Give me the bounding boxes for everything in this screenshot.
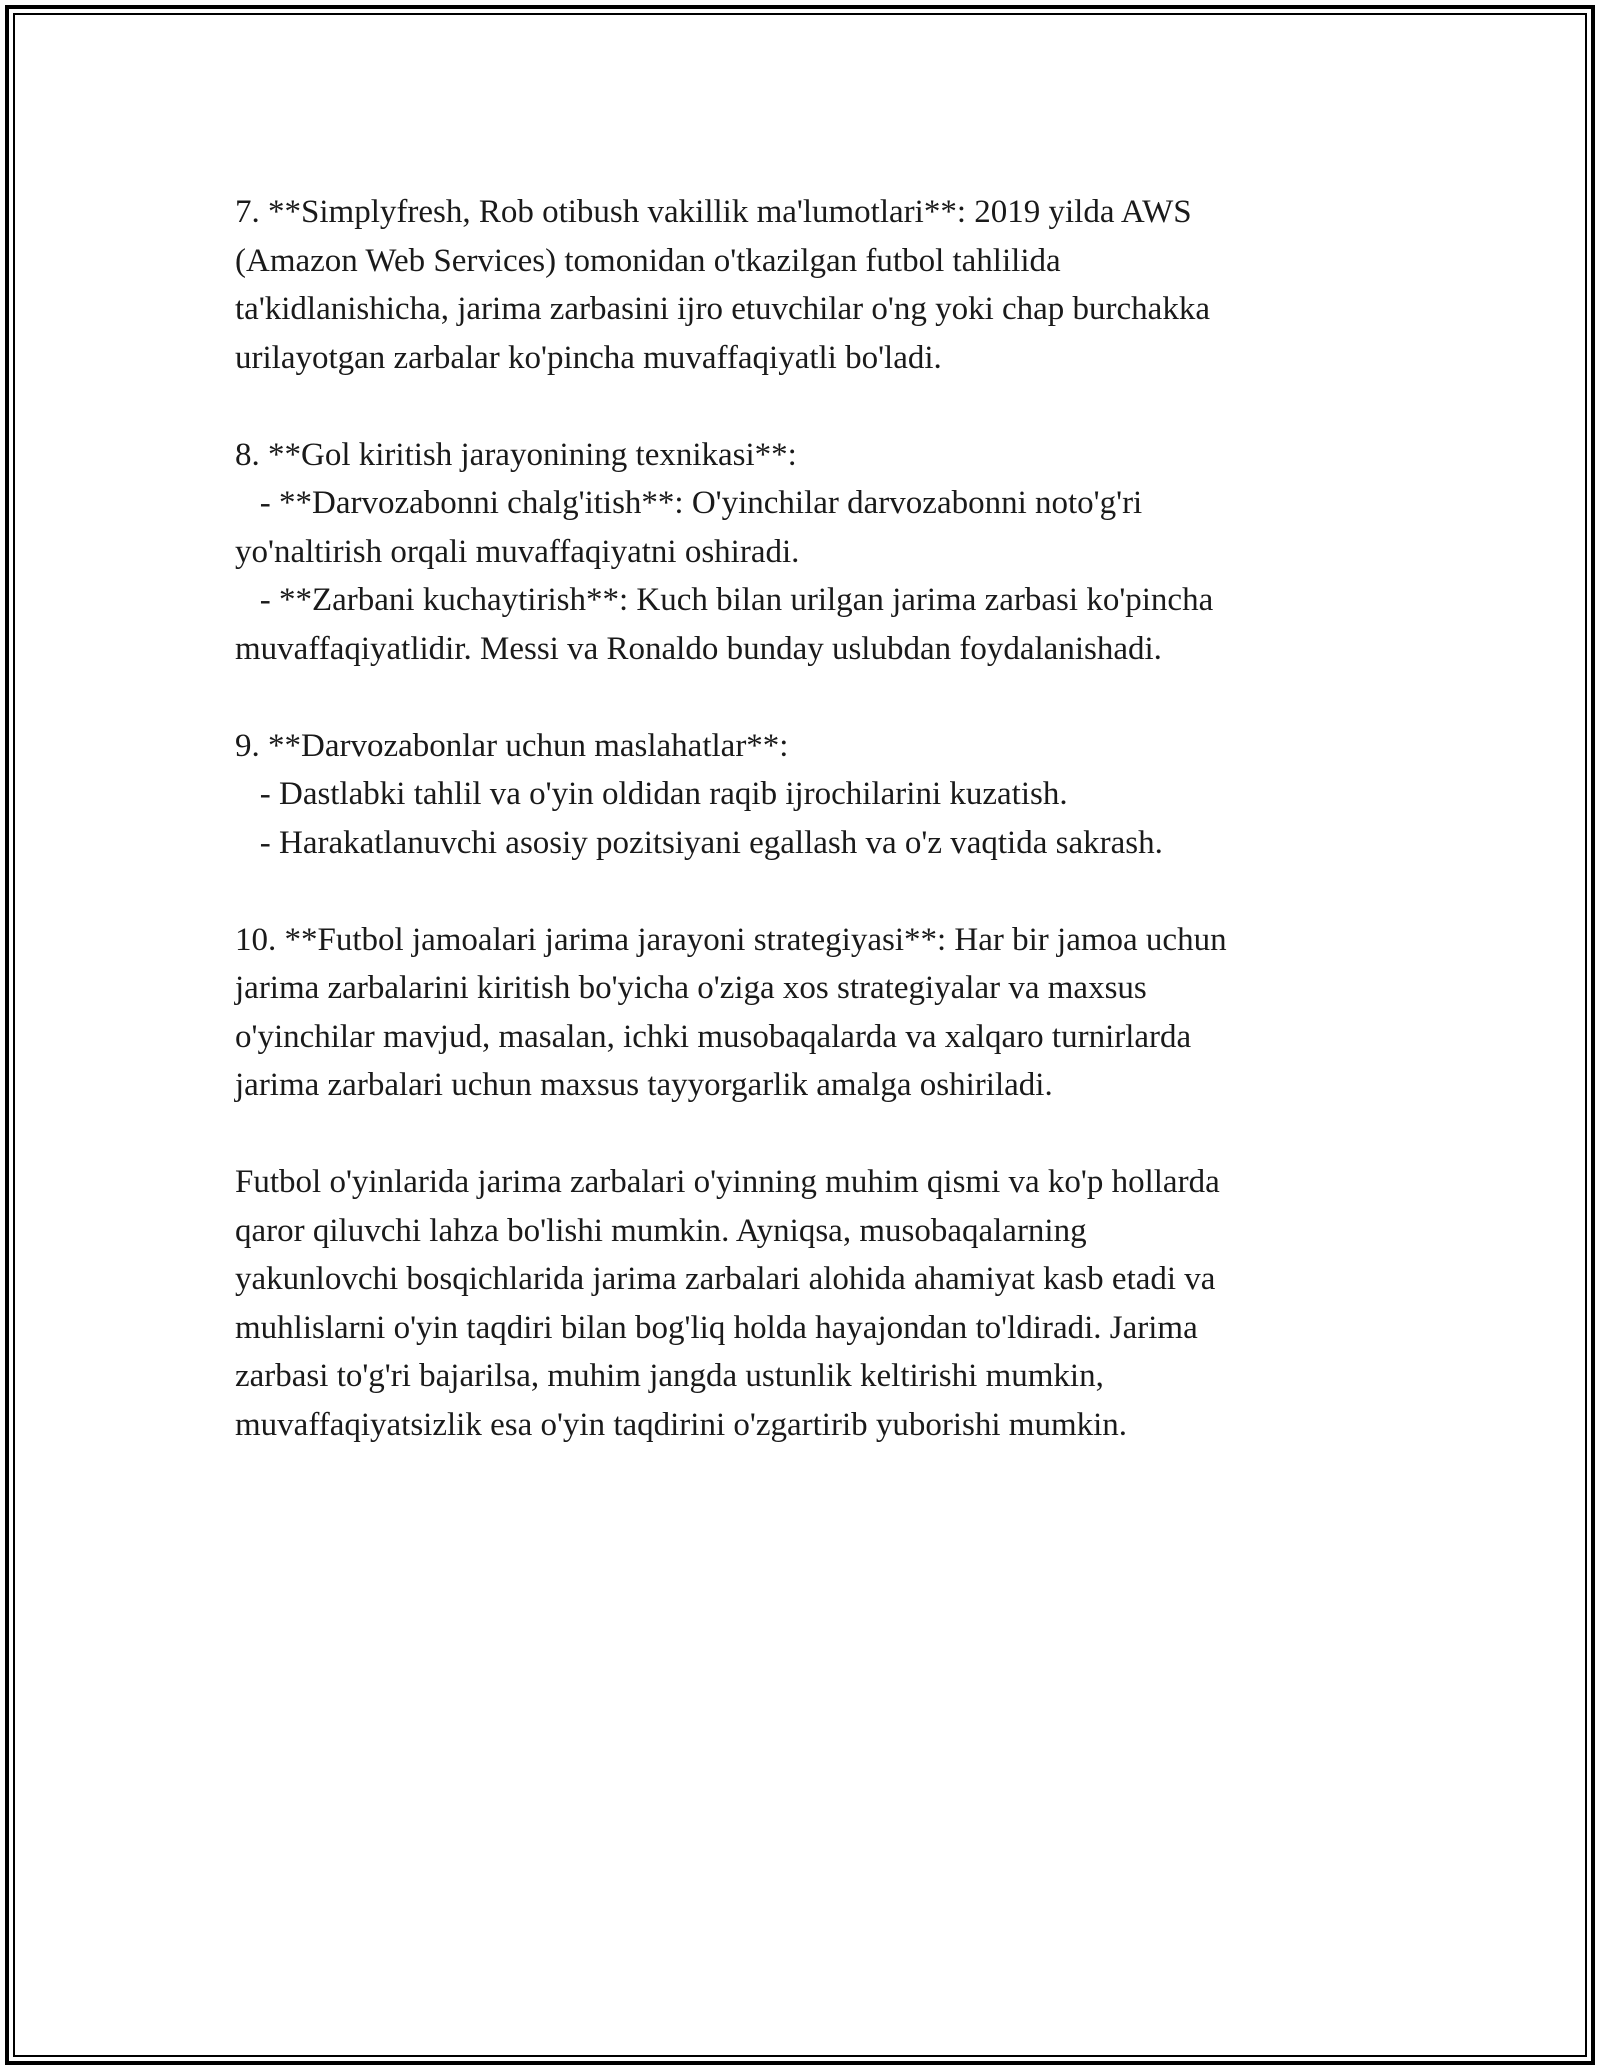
text-line: - Harakatlanuvchi asosiy pozitsiyani egallash va o'z vaqtida sakrash. bbox=[235, 824, 1163, 861]
text-line: jarima zarbalari uchun maxsus tayyorgarlik amalga oshiriladi. bbox=[235, 1067, 1053, 1103]
document-body bbox=[235, 188, 1375, 1498]
text-line: urilayotgan zarbalar ko'pincha muvaffaqiyatli bo'ladi. bbox=[235, 339, 942, 376]
text-line: Futbol o'yinlarida jarima zarbalari o'yinning muhim qismi va ko'p hollarda bbox=[235, 1164, 1220, 1200]
text-line: - **Zarbani kuchaytirish**: Kuch bilan urilgan jarima zarbasi ko'pincha bbox=[235, 582, 1214, 618]
text-line: ta'kidlanishicha, jarima zarbasini ijro etuvchilar o'ng yoki chap burchakka bbox=[235, 291, 1210, 327]
text-line: yo'naltirish orqali muvaffaqiyatni oshiradi. bbox=[235, 533, 800, 570]
text-line: - **Darvozabonni chalg'itish**: O'yinchilar darvozabonni noto'g'ri bbox=[235, 485, 1143, 521]
paragraph-item-9 bbox=[235, 722, 1375, 868]
text-line: muvaffaqiyatlidir. Messi va Ronaldo bunday uslubdan foydalanishadi. bbox=[235, 630, 1162, 667]
text-line: zarbasi to'g'ri bajarilsa, muhim jangda ustunlik keltirishi mumkin, bbox=[235, 1358, 1104, 1394]
paragraph-conclusion bbox=[235, 1158, 1375, 1449]
text-line: 7. **Simplyfresh, Rob otibush vakillik ma'lumotlari**: 2019 yilda AWS bbox=[235, 194, 1192, 230]
text-line: (Amazon Web Services) tomonidan o'tkazilgan futbol tahlilida bbox=[235, 242, 1061, 279]
text-line: 10. **Futbol jamoalari jarima jarayoni strategiyasi**: Har bir jamoa uchun bbox=[235, 921, 1227, 958]
paragraph-item-8 bbox=[235, 431, 1375, 674]
paragraph-item-7 bbox=[235, 188, 1375, 382]
text-line: o'yinchilar mavjud, masalan, ichki musobaqalarda va xalqaro turnirlarda bbox=[235, 1018, 1192, 1055]
text-line: yakunlovchi bosqichlarida jarima zarbalari alohida ahamiyat kasb etadi va bbox=[235, 1261, 1216, 1297]
text-line: 8. **Gol kiritish jarayonining texnikasi**: bbox=[235, 436, 797, 473]
text-line: muhlislarni o'yin taqdiri bilan bog'liq holda hayajondan to'ldiradi. Jarima bbox=[235, 1309, 1198, 1346]
text-line: - Dastlabki tahlil va o'yin oldidan raqib ijrochilarini kuzatish. bbox=[235, 776, 1068, 812]
text-line: qaror qiluvchi lahza bo'lishi mumkin. Ayniqsa, musobaqalarning bbox=[235, 1212, 1087, 1249]
text-line: jarima zarbalarini kiritish bo'yicha o'ziga xos strategiyalar va maxsus bbox=[235, 970, 1147, 1006]
text-line: muvaffaqiyatsizlik esa o'yin taqdirini o'zgartirib yuborishi mumkin. bbox=[235, 1406, 1128, 1443]
paragraph-item-10 bbox=[235, 916, 1375, 1110]
text-line: 9. **Darvozabonlar uchun maslahatlar**: bbox=[235, 727, 789, 764]
